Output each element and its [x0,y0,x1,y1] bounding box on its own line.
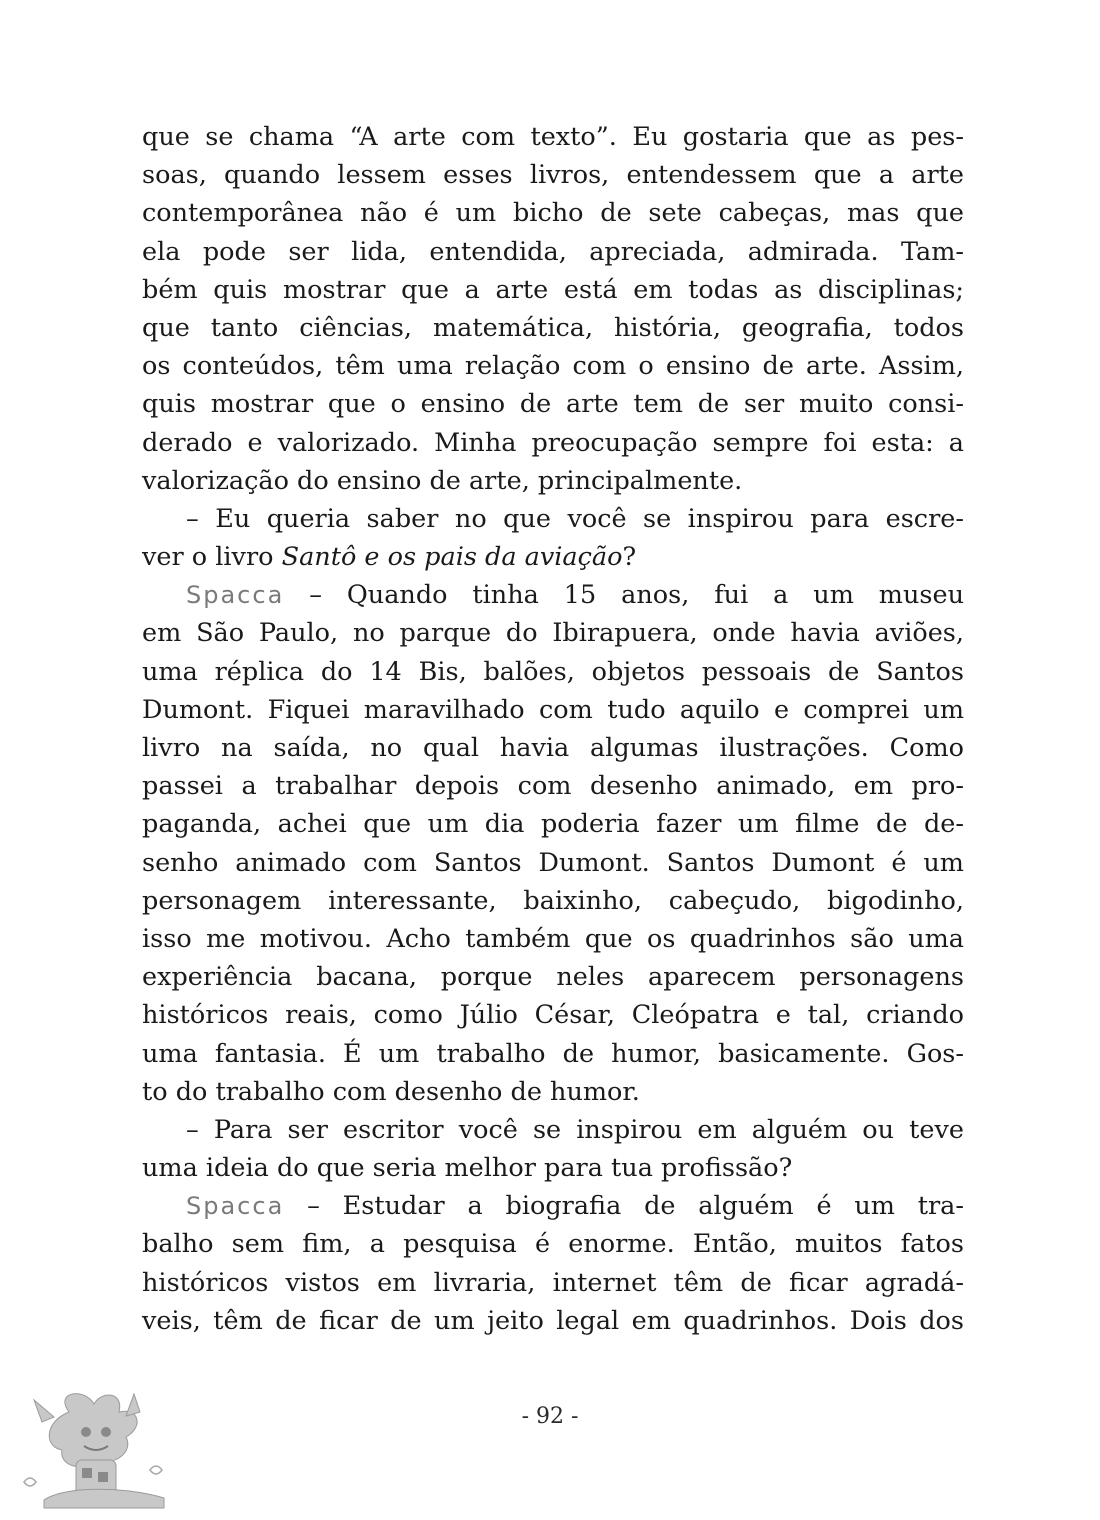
answer-text: – Quando tinha 15 anos, fui a um museu [284,580,964,611]
answer-line [142,576,964,614]
answer-text: – Estudar a biografia de alguém é um tra- [284,1191,964,1222]
text-line: em São Paulo, no parque do Ibirapuera, onde havia aviões, [142,618,964,649]
text-line: passei a trabalhar depois com desenho animado, em pro- [142,771,964,802]
text-line [142,538,964,576]
text-line: soas, quando lessem esses livros, entendessem que a arte [142,160,964,191]
text-line: que se chama “A arte com texto”. Eu gostaria que as pes- [142,122,964,152]
text-line: históricos vistos em livraria, internet têm de ficar agradá- [142,1267,964,1298]
text-line: balho sem fim, a pesquisa é enorme. Então, muitos fatos [142,1229,964,1260]
text-line: históricos reais, como Júlio César, Cleópatra e tal, criando [142,1000,964,1031]
text-line: personagem interessante, baixinho, cabeçudo, bigodinho, [142,885,964,916]
answer-line [142,1187,964,1225]
text-line: bém quis mostrar que a arte está em todas as disciplinas; [142,274,964,305]
text-line: os conteúdos, têm uma relação com o ensino de arte. Assim, [142,351,964,382]
text-line: derado e valorizado. Minha preocupação sempre foi esta: a [142,427,964,458]
text-line: quis mostrar que o ensino de arte tem de ser muito consi- [142,389,964,420]
text-line: senho animado com Santos Dumont. Santos Dumont é um [142,847,964,878]
text-line: uma réplica do 14 Bis, balões, objetos pessoais de Santos [142,656,964,687]
mascot-illustration-icon [14,1382,174,1514]
text-line: uma ideia do que seria melhor para tua profissão? [142,1153,793,1184]
text-line: paganda, achei que um dia poderia fazer um filme de de- [142,809,964,840]
page-number: - 92 - [521,1404,579,1429]
question-line: – Para ser escritor você se inspirou em alguém ou teve [186,1114,964,1145]
text-line: veis, têm de ficar de um jeito legal em quadrinhos. Dois dos [142,1305,964,1336]
text-line: livro na saída, no qual havia algumas ilustrações. Como [142,733,964,763]
body-text [142,118,964,1340]
text-line: valorização do ensino de arte, principalmente. [142,465,743,496]
text-line: uma fantasia. É um trabalho de humor, basicamente. Gos- [142,1038,964,1069]
text-line: contemporânea não é um bicho de sete cabeças, mas que [142,198,964,229]
text-run: ? [622,542,637,573]
text-line: experiência bacana, porque neles aparecem personagens [142,962,964,993]
text-line: isso me motivou. Acho também que os quadrinhos são uma [142,923,964,954]
speaker-name: Spacca [186,581,285,610]
text-run: ver o livro [142,542,282,573]
question-line: – Eu queria saber no que você se inspirou para escre- [186,503,964,534]
text-line: to do trabalho com desenho de humor. [142,1076,640,1107]
text-line: que tanto ciências, matemática, história, geografia, todos [142,312,964,343]
speaker-name: Spacca [186,1192,285,1221]
text-line: ela pode ser lida, entendida, apreciada, admirada. Tam- [142,236,964,267]
text-line: Dumont. Fiquei maravilhado com tudo aquilo e comprei um [142,694,964,725]
book-title: Santô e os pais da aviação [281,542,623,573]
